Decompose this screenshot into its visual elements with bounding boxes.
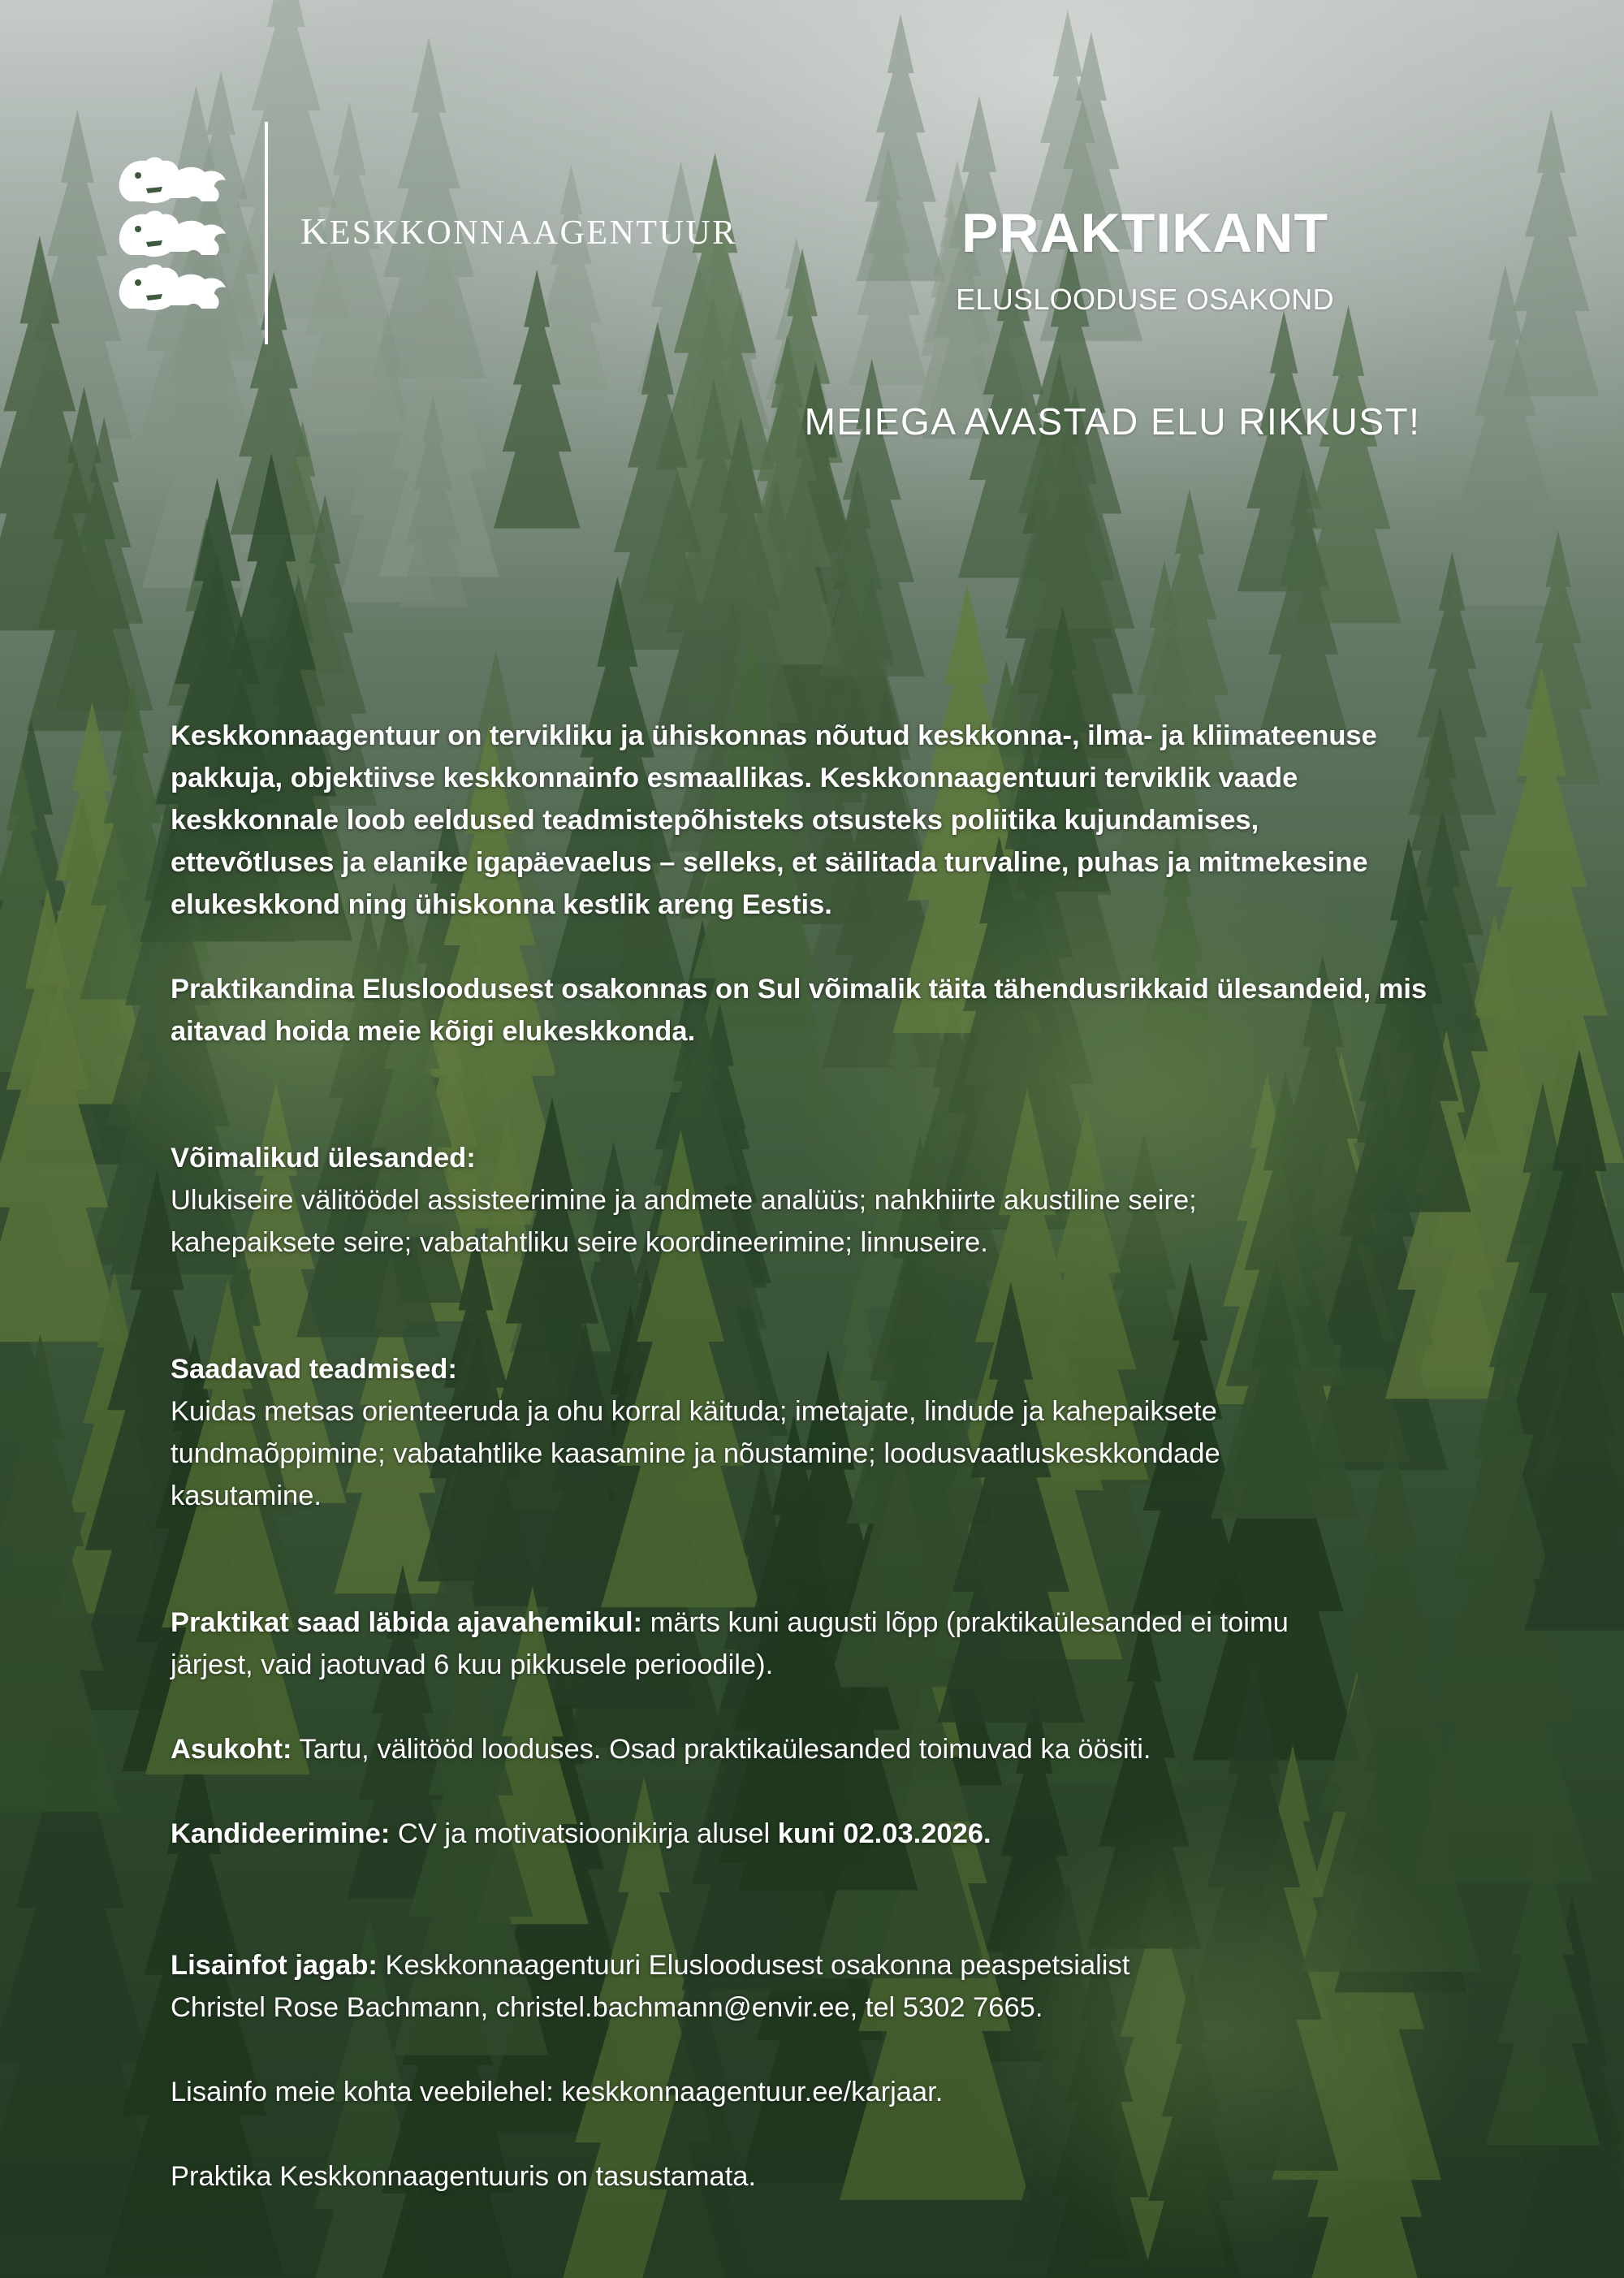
intro-line: keskkonnale loob eeldused teadmistepõhisteks otsusteks poliitika kujundamises, xyxy=(171,805,1259,836)
location-text: Tartu, välitööd looduses. Osad praktikaülesanded toimuvad ka öösiti. xyxy=(292,1734,1151,1765)
knowledge-heading: Saadavad teadmised: xyxy=(171,1354,457,1385)
department-subtitle: ELUSLOODUSE OSAKOND xyxy=(956,283,1334,316)
logo-divider xyxy=(265,122,268,344)
knowledge-line: tundmaõppimine; vabatahtlike kaasamine ja nõustamine; loodusvaatluskeskkondade xyxy=(171,1438,1220,1469)
intro-line: pakkuja, objektiivse keskkonnainfo esmaallikas. Keskkonnaagentuuri terviklik vaade xyxy=(171,763,1298,793)
period-section xyxy=(171,1602,1453,1686)
period-text: märts kuni augusti lõpp (praktikaülesanded ei toimu xyxy=(642,1607,1289,1638)
tasks-heading: Võimalikud ülesanded: xyxy=(171,1143,476,1174)
intro-paragraph xyxy=(171,715,1453,926)
role-line: aitavad hoida meie kõigi elukeskkonda. xyxy=(171,1016,696,1047)
tasks-section xyxy=(171,1137,1453,1264)
location-label: Asukoht: xyxy=(171,1734,292,1765)
role-paragraph xyxy=(171,968,1453,1053)
unpaid-note: Praktika Keskkonnaagentuuris on tasustamata. xyxy=(171,2161,757,2192)
website-info: Lisainfo meie kohta veebilehel: keskkonnaagentuur.ee/karjaar. xyxy=(171,2077,944,2107)
knowledge-section xyxy=(171,1348,1453,1517)
application-text: CV ja motivatsioonikirja alusel xyxy=(390,1818,778,1849)
tasks-line: kahepaiksete seire; vabatahtliku seire koordineerimine; linnuseire. xyxy=(171,1227,988,1258)
slogan: MEIEGA AVASTAD ELU RIKKUST! xyxy=(804,400,1421,443)
contact-details: Christel Rose Bachmann, christel.bachmann@envir.ee, tel 5302 7665. xyxy=(171,1992,1043,2023)
period-text-continued: järjest, vaid jaotuvad 6 kuu pikkusele perioodile). xyxy=(171,1649,774,1680)
org-name-rest: ESKKONNAAGENTUUR xyxy=(329,214,737,252)
knowledge-line: Kuidas metsas orienteeruda ja ohu korral käituda; imetajate, lindude ja kahepaiksete xyxy=(171,1396,1217,1427)
organization-name xyxy=(300,210,737,253)
role-line: Praktikandina Elusloodusest osakonnas on Sul võimalik täita tähendusrikkaid ülesandeid, mis xyxy=(171,974,1427,1005)
intro-line: Keskkonnaagentuur on tervikliku ja ühiskonnas nõutud keskkonna-, ilma- ja kliimateenuse xyxy=(171,720,1377,751)
contact-section xyxy=(171,1944,1453,2029)
intro-line: ettevõtluses ja elanike igapäevaelus – selleks, et säilitada turvaline, puhas ja mitmekesine xyxy=(171,847,1368,878)
application-deadline: kuni 02.03.2026. xyxy=(777,1818,991,1849)
three-lions-coat-of-arms-icon xyxy=(114,154,235,317)
org-name-initial: K xyxy=(300,210,330,252)
page-title: PRAKTIKANT xyxy=(961,202,1328,264)
application-label: Kandideerimine: xyxy=(171,1818,391,1849)
main-content xyxy=(171,715,1453,2198)
period-label: Praktikat saad läbida ajavahemikul: xyxy=(171,1607,643,1638)
tasks-line: Ulukiseire välitöödel assisteerimine ja andmete analüüs; nahkhiirte akustiline seire; xyxy=(171,1185,1197,1216)
intro-line: elukeskkond ning ühiskonna kestlik areng Eestis. xyxy=(171,889,832,920)
contact-label: Lisainfot jagab: xyxy=(171,1950,378,1981)
application-section xyxy=(171,1813,1453,1855)
knowledge-line: kasutamine. xyxy=(171,1480,322,1511)
contact-text: Keskkonnaagentuuri Elusloodusest osakonna peaspetsialist xyxy=(377,1950,1130,1981)
location-section xyxy=(171,1728,1453,1770)
